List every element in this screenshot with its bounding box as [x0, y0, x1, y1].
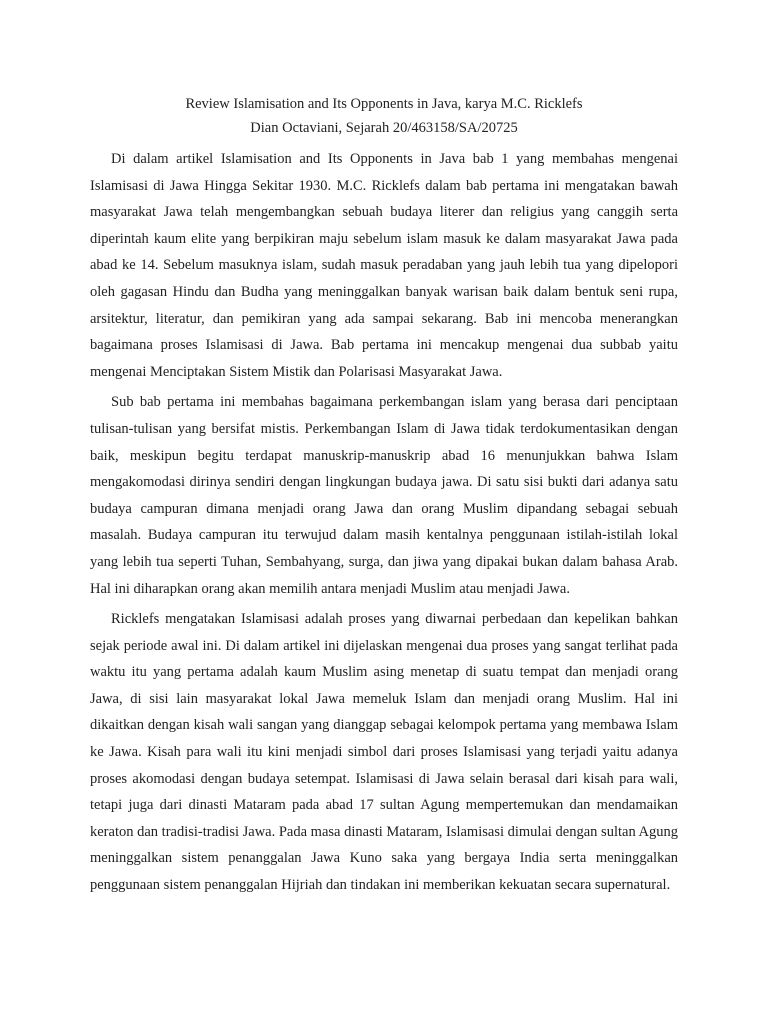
document-author: Dian Octaviani, Sejarah 20/463158/SA/20725	[250, 120, 518, 136]
document-page	[90, 92, 678, 903]
paragraph-3: Ricklefs mengatakan Islamisasi adalah proses yang diwarnai perbedaan dan kepelikan bahkan sejak periode awal ini. Di dalam artikel ini dijelaskan mengenai dua proses yang sangat terlihat pada waktu itu yang pertama adalah kaum Muslim asing menetap di suatu tempat dan menjadi orang Jawa, di sisi lain masyarakat lokal Jawa memeluk Islam dan menjadi orang Muslim. Hal ini dikaitkan dengan kisah wali sangan yang dianggap sebagai kelompok pertama yang membawa Islam ke Jawa. Kisah para wali itu kini menjadi simbol dari proses Islamisasi yang terjadi yaitu adanya proses akomodasi dengan budaya setempat. Islamisasi di Jawa selain berasal dari kisah para wali, tetapi juga dari dinasti Mataram pada abad 17 sultan Agung mempertemukan dan mendamaikan keraton dan tradisi-tradisi Jawa. Pada masa dinasti Mataram, Islamisasi dimulai dengan sultan Agung meninggalkan sistem penanggalan Jawa Kuno saka yang bergaya India serta meninggalkan penggunaan sistem penanggalan Hijriah dan tindakan ini memberikan kekuatan secara supernatural.	[90, 611, 678, 894]
document-title: Review Islamisation and Its Opponents in Java, karya M.C. Ricklefs	[185, 96, 583, 112]
paragraph-1: Di dalam artikel Islamisation and Its Opponents in Java bab 1 yang membahas mengenai Islamisasi di Jawa Hingga Sekitar 1930. M.C. Ricklefs dalam bab pertama ini mengatakan bawah masyarakat Jawa telah mengembangkan sebuah budaya literer dan religius yang canggih serta diperintah kaum elite yang berpikiran maju sebelum islam masuk ke dalam masyarakat Jawa pada abad ke 14. Sebelum masuknya islam, sudah masuk peradaban yang jauh lebih tua yang dipelopori oleh gagasan Hindu dan Budha yang meninggalkan banyak warisan baik dalam bentuk seni rupa, arsitektur, literatur, dan pemikiran yang ada sampai sekarang. Bab ini mencoba menerangkan bagaimana proses Islamisasi di Jawa. Bab pertama ini mencakup mengenai dua subbab yaitu mengenai Menciptakan Sistem Mistik dan Polarisasi Masyarakat Jawa.	[90, 151, 678, 380]
paragraph-2: Sub bab pertama ini membahas bagaimana perkembangan islam yang berasa dari penciptaan tulisan-tulisan yang bersifat mistis. Perkembangan Islam di Jawa tidak terdokumentasikan dengan baik, meskipun begitu terdapat manuskrip-manuskrip abad 16 menunjukkan bahwa Islam mengakomodasi dirinya sendiri dengan lingkungan budaya jawa. Di satu sisi bukti dari adanya satu budaya campuran dimana menjadi orang Jawa dan orang Muslim dipandang sebagai sebuah masalah. Budaya campuran itu terwujud dalam masih kentalnya penggunaan istilah-istilah lokal yang lebih tua seperti Tuhan, Sembahyang, surga, dan jiwa yang dipakai bukan dalam bahasa Arab. Hal ini diharapkan orang akan memilih antara menjadi Muslim atau menjadi Jawa.	[90, 394, 678, 597]
